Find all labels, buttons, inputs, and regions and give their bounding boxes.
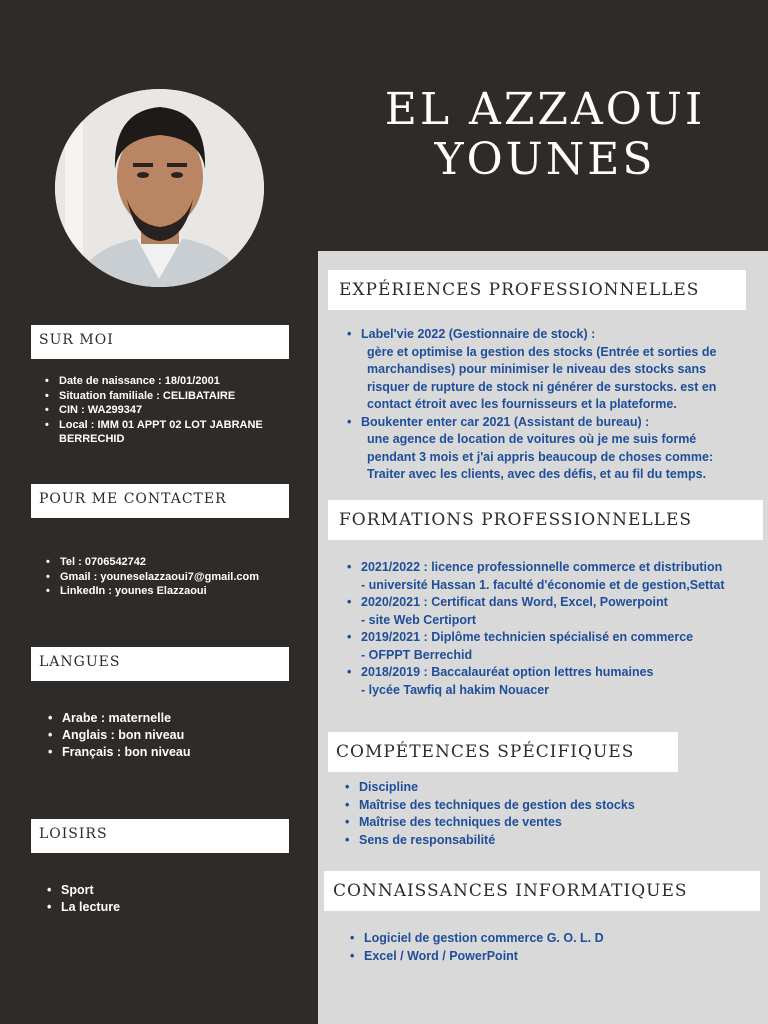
experience-body: une agence de location de voitures où je me suis formé pendant 3 mois et j'ai appris beaucoup de choses comme: Traiter avec les clients, avec des défis, et au fil du temps. [367, 432, 714, 481]
formation-head: 2019/2021 : Diplôme technicien spécialisé en commerce [361, 630, 694, 644]
loisirs-list [61, 882, 281, 916]
list-item [361, 629, 761, 664]
list-item: • Excel / Word / PowerPoint [364, 948, 744, 966]
experience-head: Boukenter enter car 2021 (Assistant de bureau) : [361, 414, 650, 429]
list-item: • Situation familiale : CELIBATAIRE [59, 389, 289, 404]
linkedin-item: • LinkedIn : younes Elazzaoui [60, 584, 290, 599]
list-item: • Discipline [359, 779, 739, 797]
list-item: • Français : bon niveau [62, 744, 282, 761]
list-item: • Maîtrise des techniques de ventes [359, 814, 739, 832]
list-item: • Arabe : maternelle [62, 710, 282, 727]
list-item: • CIN : WA299347 [59, 403, 289, 418]
list-item: • Maîtrise des techniques de gestion des stocks [359, 797, 739, 815]
formation-body: - lycée Tawfiq al hakim Nouacer [361, 682, 550, 697]
section-title-loisirs: LOISIRS [31, 819, 289, 853]
list-item [361, 414, 741, 484]
section-title-langues: LANGUES [31, 647, 289, 681]
avatar [55, 89, 264, 287]
list-item: • Logiciel de gestion commerce G. O. L. D [364, 930, 744, 948]
phone-item: • Tel : 0706542742 [60, 555, 290, 570]
sur-moi-list [59, 374, 289, 447]
section-title-sur-moi: SUR MOI [31, 325, 289, 359]
langues-list [62, 710, 282, 761]
experience-body: gère et optimise la gestion des stocks (Entrée et sorties de marchandises) pour minimiser le niveau des stocks sans risquer de rupture de stock ni générer de surstocks. est en contact étroit avec les fournisseurs et la plateforme. [367, 344, 717, 411]
list-item [361, 594, 761, 629]
formation-body: - site Web Certiport [361, 612, 477, 627]
section-title-competences: COMPÉTENCES SPÉCIFIQUES [328, 732, 678, 772]
section-title-contact: POUR ME CONTACTER [31, 484, 289, 518]
list-item: • Sport [61, 882, 281, 899]
section-title-informatique: CONNAISSANCES INFORMATIQUES [324, 871, 760, 911]
email-item: • Gmail : youneselazzaoui7@gmail.com [60, 570, 290, 585]
list-item: • Date de naissance : 18/01/2001 [59, 374, 289, 389]
informatique-list [364, 930, 744, 965]
formations-list [361, 559, 761, 699]
formation-body: - OFPPT Berrechid [361, 647, 473, 662]
formation-head: 2021/2022 : licence professionnelle commerce et distribution [361, 560, 723, 574]
formation-body: - université Hassan 1. faculté d'économie et de gestion,Settat [361, 577, 725, 592]
section-title-formations: FORMATIONS PROFESSIONNELLES [328, 500, 763, 540]
list-item: • Local : IMM 01 APPT 02 LOT JABRANE BERRECHID [59, 418, 289, 447]
list-item: • Anglais : bon niveau [62, 727, 282, 744]
competences-list [359, 779, 739, 849]
list-item [361, 326, 741, 414]
list-item: • Sens de responsabilité [359, 832, 739, 850]
formation-head: 2018/2019 : Baccalauréat option lettres humaines [361, 665, 654, 679]
formation-head: 2020/2021 : Certificat dans Word, Excel, Powerpoint [361, 595, 668, 609]
contact-list [60, 555, 290, 599]
list-item [361, 559, 761, 594]
experiences-list [361, 326, 741, 484]
section-title-experiences: EXPÉRIENCES PROFESSIONNELLES [328, 270, 746, 310]
list-item: • La lecture [61, 899, 281, 916]
name-line-1: EL AZZAOUI [384, 84, 706, 135]
list-item [361, 664, 761, 699]
name-line-2: YOUNES [434, 134, 656, 185]
experience-head: Label'vie 2022 (Gestionnaire de stock) : [361, 327, 596, 341]
